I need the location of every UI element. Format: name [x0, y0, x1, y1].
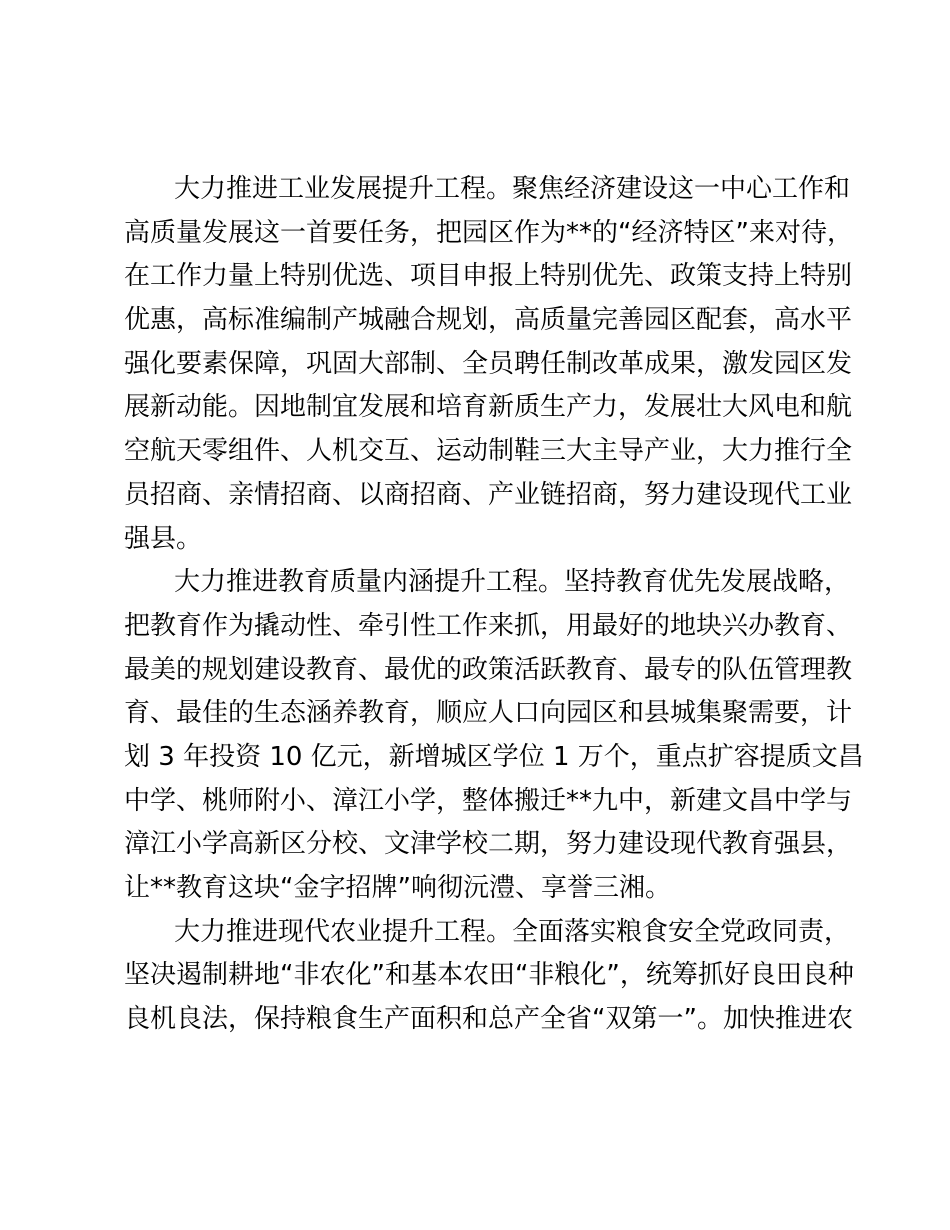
document-body: [124, 168, 864, 1042]
text-line: 大力推进工业发展提升工程。聚焦经济建设这一中心工作和: [174, 174, 851, 204]
text-line: 高质量发展这一首要任务，把园区作为**的“经济特区”来对待，: [124, 217, 853, 248]
text-line: 育、最佳的生态涵养教育，顺应人口向园区和县城集聚需要，计: [124, 698, 853, 729]
text-line: 展新动能。因地制宜发展和培育新质生产力，发展壮大风电和航: [124, 392, 853, 423]
text-line: 良机良法，保持粮食生产面积和总产全省“双第一”。加快推进农: [124, 1004, 853, 1035]
text-line: 空航天零组件、人机交互、运动制鞋三大主导产业，大力推行全: [124, 436, 853, 467]
text-line: 强化要素保障，巩固大部制、全员聘任制改革成果，激发园区发: [124, 348, 853, 379]
paragraph-education: [124, 561, 864, 911]
text-line: 让**教育这块“金字招牌”响彻沅澧、享誉三湘。: [124, 873, 671, 903]
text-line: 把教育作为撬动性、牵引性工作来抓，用最好的地块兴办教育、: [124, 610, 853, 641]
text-line: 大力推进现代农业提升工程。全面落实粮食安全党政同责，: [174, 916, 851, 947]
text-line: 员招商、亲情招商、以商招商、产业链招商，努力建设现代工业: [124, 479, 853, 510]
text-line: 大力推进教育质量内涵提升工程。坚持教育优先发展战略，: [174, 567, 851, 598]
text-line: 强县。: [124, 523, 203, 554]
paragraph-industry: [124, 168, 853, 561]
text-line: 中学、桃师附小、漳江小学，整体搬迁**九中，新建文昌中学与: [124, 785, 853, 816]
text-line: 坚决遏制耕地“非农化”和基本农田“非粮化”，统筹抓好良田良种: [124, 960, 854, 991]
text-line: 优惠，高标准编制产城融合规划，高质量完善园区配套，高水平: [124, 305, 853, 336]
text-line: 最美的规划建设教育、最优的政策活跃教育、最专的队伍管理教: [124, 654, 853, 685]
text-line: 在工作力量上特别优选、项目申报上特别优先、政策支持上特别: [124, 261, 853, 292]
paragraph-agriculture: [124, 911, 854, 1042]
text-line: 划 3 年投资 10 亿元，新增城区学位 1 万个，重点扩容提质文昌: [124, 741, 864, 772]
text-line: 漳江小学高新区分校、文津学校二期，努力建设现代教育强县，: [124, 829, 853, 860]
